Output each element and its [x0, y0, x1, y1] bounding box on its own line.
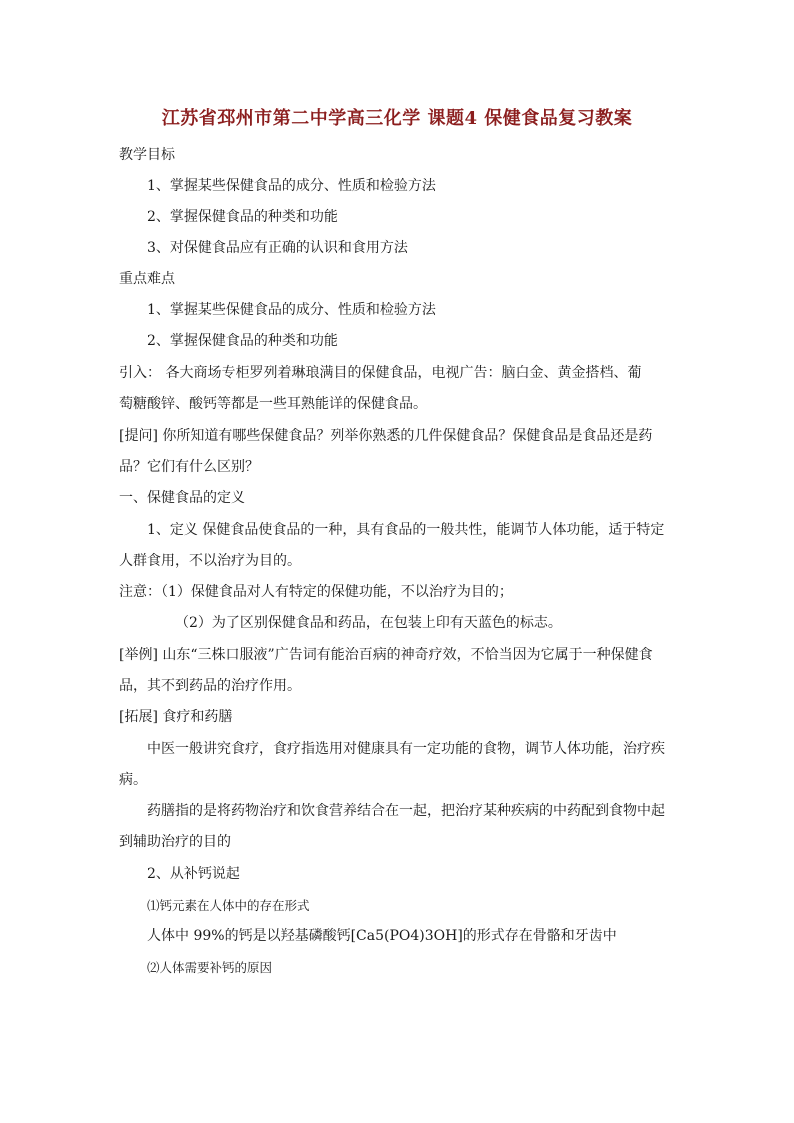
paragraph-line: [举例] 山东“三株口服液”广告词有能治百病的神奇疗效，不恰当因为它属于一种保健食: [119, 647, 653, 663]
paragraph-line: 病。: [119, 772, 147, 788]
paragraph-line: 药膳指的是将药物治疗和饮食营养结合在一起，把治疗某种疾病的中药配到食物中起: [147, 803, 665, 819]
paragraph-line: 萄糖酸锌、酸钙等都是一些耳熟能详的保健食品。: [119, 396, 427, 412]
paragraph-line: [提问] 你所知道有哪些保健食品？列举你熟悉的几件保健食品？保健食品是食品还是药: [119, 428, 653, 444]
note-line: 注意：（1）保健食品对人有特定的保健功能，不以治疗为目的；: [119, 584, 513, 600]
subsection-item: ⑵人体需要补钙的原因: [147, 960, 273, 975]
paragraph-line: 引入： 各大商场专柜罗列着琳琅满目的保健食品，电视广告：脑白金、黄金搭档、葡: [119, 365, 642, 381]
paragraph-line: 品，其不到药品的治疗作用。: [119, 678, 301, 694]
paragraph-line: 中医一般讲究食疗，食疗指选用对健康具有一定功能的食物，调节人体功能，治疗疾: [147, 741, 665, 757]
objective-item: 2、掌握保健食品的种类和功能: [147, 209, 338, 225]
paragraph-line: [拓展] 食疗和药膳: [119, 709, 233, 725]
paragraph-line: 到辅助治疗的目的: [119, 834, 231, 850]
key-point-item: 2、掌握保健食品的种类和功能: [147, 333, 338, 349]
subsection-item: ⑴钙元素在人体中的存在形式: [147, 898, 310, 913]
document-title: 江苏省邳州市第二中学高三化学 课题4 保健食品复习教案: [161, 108, 633, 129]
paragraph-line: 品？它们有什么区别？: [119, 459, 259, 475]
section-heading-objectives: 教学目标: [119, 147, 175, 163]
objective-item: 3、对保健食品应有正确的认识和食用方法: [147, 240, 408, 256]
paragraph-line: 1、定义 保健食品使食品的一种，具有食品的一般共性，能调节人体功能，适于特定: [147, 522, 665, 538]
section-heading-key-points: 重点难点: [119, 271, 175, 287]
note-line: （2）为了区别保健食品和药品，在包装上印有天蓝色的标志。: [175, 615, 562, 631]
paragraph-line: 人体中 99%的钙是以羟基磷酸钙[Ca5(PO4)3OH]的形式存在骨骼和牙齿中: [147, 928, 617, 944]
paragraph-line: 人群食用，不以治疗为目的。: [119, 553, 301, 569]
key-point-item: 1、掌握某些保健食品的成分、性质和检验方法: [147, 302, 436, 318]
objective-item: 1、掌握某些保健食品的成分、性质和检验方法: [147, 178, 436, 194]
section-heading-definition: 一、保健食品的定义: [119, 490, 245, 506]
subsection-heading: 2、从补钙说起: [147, 866, 240, 882]
